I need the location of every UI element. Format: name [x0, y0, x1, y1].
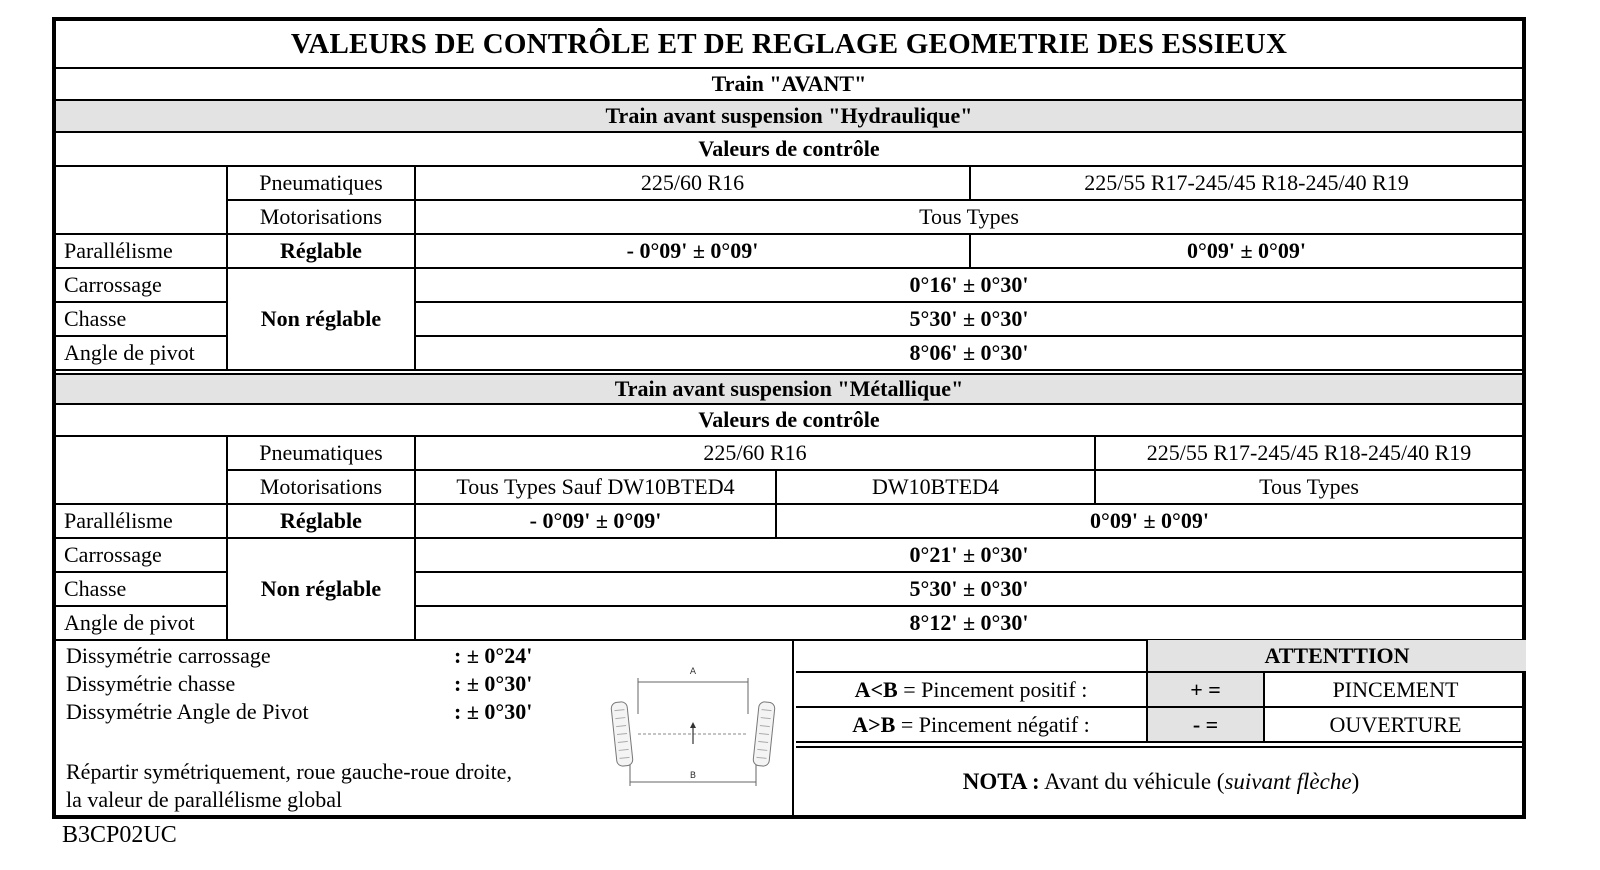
table-row [796, 672, 1526, 707]
table-row [56, 234, 1522, 268]
value-cell: 5°30' ± 0°30' [415, 572, 1522, 606]
dissymetrie-value: : ± 0°30' [454, 671, 533, 696]
repartir-note [66, 758, 512, 814]
condition-cell: A>B = Pincement négatif : [796, 707, 1147, 742]
page-title: VALEURS DE CONTRÔLE ET DE REGLAGE GEOMETRIE DES ESSIEUX [56, 21, 1522, 69]
tire-size: 225/60 R16 [415, 437, 1095, 470]
value-cell: 0°09' ± 0°09' [970, 234, 1522, 268]
label-a: A [689, 667, 697, 677]
adjust-status: Non réglable [227, 538, 415, 640]
nota-text: Avant du véhicule ( [1039, 768, 1225, 794]
table-row [796, 640, 1526, 672]
metallique-table [56, 437, 1522, 641]
value-cell: 0°09' ± 0°09' [776, 504, 1522, 538]
sign-cell: + = [1147, 672, 1264, 707]
table-row [56, 504, 1522, 538]
tire-size: 225/60 R16 [415, 167, 970, 200]
table-row [796, 707, 1526, 742]
nota-box [796, 746, 1526, 815]
nota-label: NOTA : [962, 768, 1040, 794]
condition-cell: A<B = Pincement positif : [796, 672, 1147, 707]
section-subheading-metallique: Valeurs de contrôle [56, 405, 1522, 437]
dissymetrie-label: Dissymétrie Angle de Pivot [66, 699, 309, 724]
dissymetrie-value: : ± 0°30' [454, 699, 533, 724]
row-label: Chasse [56, 572, 227, 606]
dissymetrie-label: Dissymétrie carrossage [66, 643, 271, 668]
table-row [56, 167, 1522, 200]
row-label: Angle de pivot [56, 336, 227, 370]
row-label: Angle de pivot [56, 606, 227, 640]
label-b: B [689, 771, 697, 781]
adjust-status: Non réglable [227, 268, 415, 370]
nota-italic: suivant flèche [1224, 768, 1352, 794]
sign-cell: - = [1147, 707, 1264, 742]
section-heading-hydraulique: Train avant suspension "Hydraulique" [56, 101, 1522, 133]
section-subheading-hydraulique: Valeurs de contrôle [56, 133, 1522, 167]
hydraulique-table [56, 167, 1522, 371]
adjust-status: Réglable [227, 504, 415, 538]
value-cell: 5°30' ± 0°30' [415, 302, 1522, 336]
geometry-sheet [52, 17, 1526, 819]
result-cell: PINCEMENT [1264, 672, 1526, 707]
table-row [56, 470, 1522, 504]
pneumatiques-label: Pneumatiques [227, 437, 415, 470]
row-label: Parallélisme [56, 234, 227, 268]
table-row [56, 437, 1522, 470]
table-row [56, 268, 1522, 302]
nota-close: ) [1351, 768, 1360, 794]
row-label: Chasse [56, 302, 227, 336]
empty-cell [56, 437, 227, 504]
dissymetrie-value: : ± 0°24' [454, 643, 533, 668]
engine-type: Tous Types [415, 200, 1522, 234]
right-wheel-icon [753, 701, 776, 766]
value-cell: - 0°09' ± 0°09' [415, 234, 970, 268]
table-row [56, 200, 1522, 234]
value-cell: - 0°09' ± 0°09' [415, 504, 776, 538]
attention-table [796, 640, 1526, 743]
dissymetrie-panel [56, 640, 794, 815]
note-line: la valeur de parallélisme global [66, 787, 343, 812]
dissymetrie-label: Dissymétrie chasse [66, 671, 236, 696]
pneumatiques-label: Pneumatiques [227, 167, 415, 200]
bottom-section [56, 640, 1522, 815]
toe-diagram [608, 664, 778, 794]
table-row [56, 538, 1522, 572]
value-cell: 8°12' ± 0°30' [415, 606, 1522, 640]
engine-type: DW10BTED4 [776, 470, 1095, 504]
tire-size: 225/55 R17-245/45 R18-245/40 R19 [1095, 437, 1522, 470]
value-cell: 8°06' ± 0°30' [415, 336, 1522, 370]
row-label: Parallélisme [56, 504, 227, 538]
value-cell: 0°16' ± 0°30' [415, 268, 1522, 302]
section-heading-metallique: Train avant suspension "Métallique" [56, 373, 1522, 405]
note-line: Répartir symétriquement, roue gauche-roue droite, [66, 759, 512, 784]
engine-type: Tous Types Sauf DW10BTED4 [415, 470, 776, 504]
attention-header: ATTENTTION [1147, 640, 1526, 672]
row-label: Carrossage [56, 538, 227, 572]
tire-size: 225/55 R17-245/45 R18-245/40 R19 [970, 167, 1522, 200]
train-heading: Train "AVANT" [56, 69, 1522, 101]
row-label: Carrossage [56, 268, 227, 302]
value-cell: 0°21' ± 0°30' [415, 538, 1522, 572]
motorisations-label: Motorisations [227, 200, 415, 234]
motorisations-label: Motorisations [227, 470, 415, 504]
engine-type: Tous Types [1095, 470, 1522, 504]
adjust-status: Réglable [227, 234, 415, 268]
empty-cell [56, 167, 227, 234]
left-wheel-icon [611, 701, 634, 766]
result-cell: OUVERTURE [1264, 707, 1526, 742]
document-code: B3CP02UC [62, 822, 177, 848]
empty-cell [796, 640, 1147, 672]
